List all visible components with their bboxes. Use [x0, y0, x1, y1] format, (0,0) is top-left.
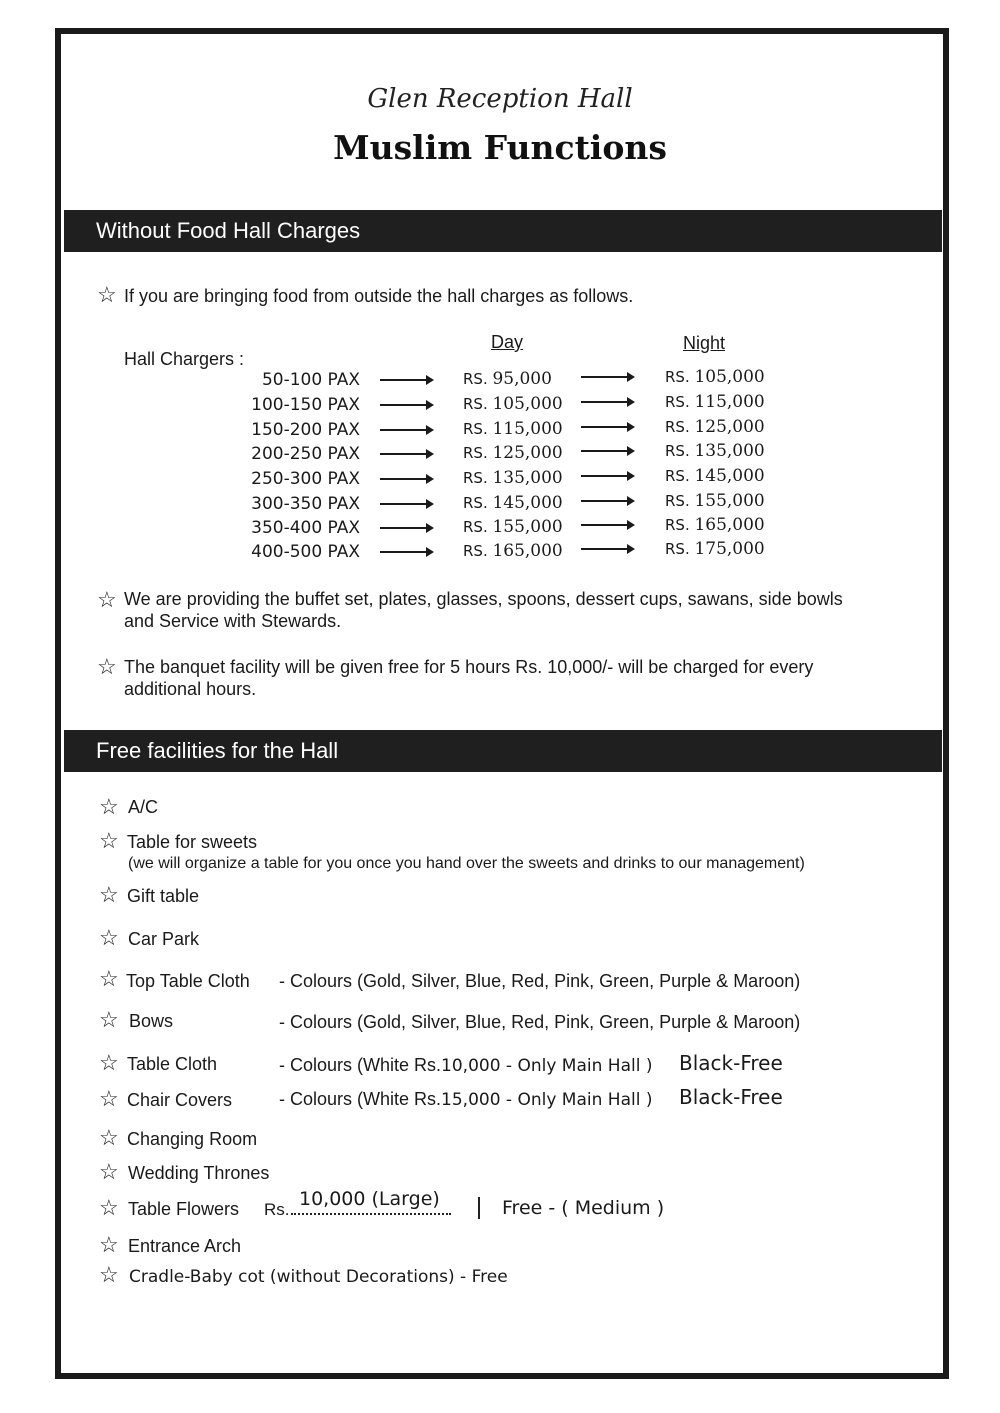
star-icon: ☆: [99, 1086, 119, 1111]
bows-colours: - Colours (Gold, Silver, Blue, Red, Pink, Green, Purple & Maroon): [279, 1012, 801, 1032]
day-price: RS. 145,000: [463, 493, 563, 513]
star-icon: ☆: [99, 1050, 119, 1075]
facility-entrance-arch: Entrance Arch: [128, 1236, 242, 1256]
intro-text: If you are bringing food from outside the hall charges as follows.: [124, 286, 634, 306]
star-icon: ☆: [99, 1125, 119, 1150]
arrow-icon: [581, 475, 633, 477]
arrow-icon: [581, 548, 633, 550]
star-icon: ☆: [97, 654, 117, 679]
facility-table-flowers: Table Flowers: [128, 1199, 240, 1219]
night-header: Night: [683, 333, 726, 353]
arrow-icon: [380, 527, 432, 529]
hall-chargers-label: Hall Chargers :: [124, 349, 245, 369]
arrow-icon: [380, 379, 432, 381]
chair-covers-colours: - Colours (White Rs.15,000 - Only Main Hall ): [279, 1089, 653, 1110]
page-title: Muslim Functions: [333, 128, 667, 167]
day-price: RS. 125,000: [463, 443, 563, 463]
star-icon: ☆: [99, 1232, 119, 1257]
note-banquet-line2: additional hours.: [124, 679, 257, 699]
arrow-icon: [581, 524, 633, 526]
flowers-rs: Rs.: [264, 1200, 290, 1219]
star-icon: ☆: [99, 966, 119, 991]
section-band-free-facilities: [64, 730, 942, 772]
arrow-icon: [380, 404, 432, 406]
pax-range: 400-500 PAX: [251, 542, 360, 562]
star-icon: ☆: [99, 828, 119, 853]
pax-range: 200-250 PAX: [251, 444, 360, 464]
star-icon: ☆: [99, 882, 119, 907]
note-buffet-line2: and Service with Stewards.: [124, 611, 342, 631]
night-price: RS. 125,000: [665, 417, 765, 437]
day-price: RS. 135,000: [463, 468, 563, 488]
facility-sweets: Table for sweets: [127, 832, 258, 852]
facility-changing-room: Changing Room: [127, 1129, 258, 1149]
star-icon: ☆: [99, 1262, 119, 1287]
chair-covers-black-free: Black-Free: [679, 1085, 783, 1109]
arrow-icon: [380, 551, 432, 553]
facility-ac: A/C: [128, 797, 159, 817]
arrow-icon: [380, 503, 432, 505]
note-buffet-line1: We are providing the buffet set, plates, glasses, spoons, dessert cups, sawans, side bowls: [124, 589, 843, 609]
pax-range: 250-300 PAX: [251, 469, 360, 489]
facility-chair-covers: Chair Covers: [127, 1090, 233, 1110]
facility-bows: Bows: [129, 1011, 174, 1031]
facility-top-table-cloth: Top Table Cloth: [126, 971, 250, 991]
arrow-icon: [581, 426, 633, 428]
night-price: RS. 155,000: [665, 491, 765, 511]
arrow-icon: [581, 401, 633, 403]
day-price: RS. 95,000: [463, 369, 552, 389]
arrow-icon: [581, 376, 633, 378]
night-price: RS. 135,000: [665, 441, 765, 461]
pax-range: 150-200 PAX: [251, 420, 360, 440]
flowers-large-price: 10,000 (Large): [299, 1188, 440, 1210]
arrow-icon: [581, 500, 633, 502]
arrow-icon: [380, 429, 432, 431]
star-icon: ☆: [97, 587, 117, 612]
venue-name: Glen Reception Hall: [367, 84, 633, 114]
star-icon: ☆: [99, 1159, 119, 1184]
pax-range: 100-150 PAX: [251, 395, 360, 415]
star-icon: ☆: [99, 925, 119, 950]
facility-wedding-thrones: Wedding Thrones: [128, 1163, 270, 1183]
arrow-icon: [380, 478, 432, 480]
section-title: Free facilities for the Hall: [96, 738, 339, 763]
section-band-hall-charges: [64, 210, 942, 252]
facility-gift-table: Gift table: [127, 886, 200, 906]
flowers-free-medium: Free - ( Medium ): [502, 1197, 665, 1219]
top-table-cloth-colours: - Colours (Gold, Silver, Blue, Red, Pink, Green, Purple & Maroon): [279, 971, 801, 991]
night-price: RS. 175,000: [665, 539, 765, 559]
night-price: RS. 165,000: [665, 515, 765, 535]
facility-car-park: Car Park: [128, 929, 200, 949]
night-price: RS. 115,000: [665, 392, 765, 412]
day-price: RS. 155,000: [463, 517, 563, 537]
day-price: RS. 105,000: [463, 394, 563, 414]
night-price: RS. 105,000: [665, 367, 765, 387]
night-price: RS. 145,000: [665, 466, 765, 486]
note-banquet-line1: The banquet facility will be given free for 5 hours Rs. 10,000/- will be charged for every: [124, 657, 814, 677]
pax-range: 50-100 PAX: [261, 370, 360, 390]
pax-range: 350-400 PAX: [251, 518, 360, 538]
star-icon: ☆: [99, 794, 119, 819]
day-price: RS. 165,000: [463, 541, 563, 561]
day-price: RS. 115,000: [463, 419, 563, 439]
table-cloth-black-free: Black-Free: [679, 1051, 783, 1075]
dotted-fill-line: [291, 1213, 451, 1215]
facility-table-cloth: Table Cloth: [127, 1054, 218, 1074]
pax-range: 300-350 PAX: [251, 494, 360, 514]
table-cloth-colours: - Colours (White Rs.10,000 - Only Main Hall ): [279, 1055, 653, 1076]
star-icon: ☆: [97, 282, 117, 307]
star-icon: ☆: [99, 1195, 119, 1220]
star-icon: ☆: [99, 1007, 119, 1032]
arrow-icon: [581, 450, 633, 452]
separator-bar: [478, 1197, 480, 1219]
arrow-icon: [380, 453, 432, 455]
day-header: Day: [491, 332, 524, 352]
facility-cradle: Cradle-Baby cot (without Decorations) - Free: [129, 1267, 508, 1287]
sweets-note: (we will organize a table for you once you hand over the sweets and drinks to our management): [128, 855, 805, 872]
section-title: Without Food Hall Charges: [96, 218, 361, 243]
